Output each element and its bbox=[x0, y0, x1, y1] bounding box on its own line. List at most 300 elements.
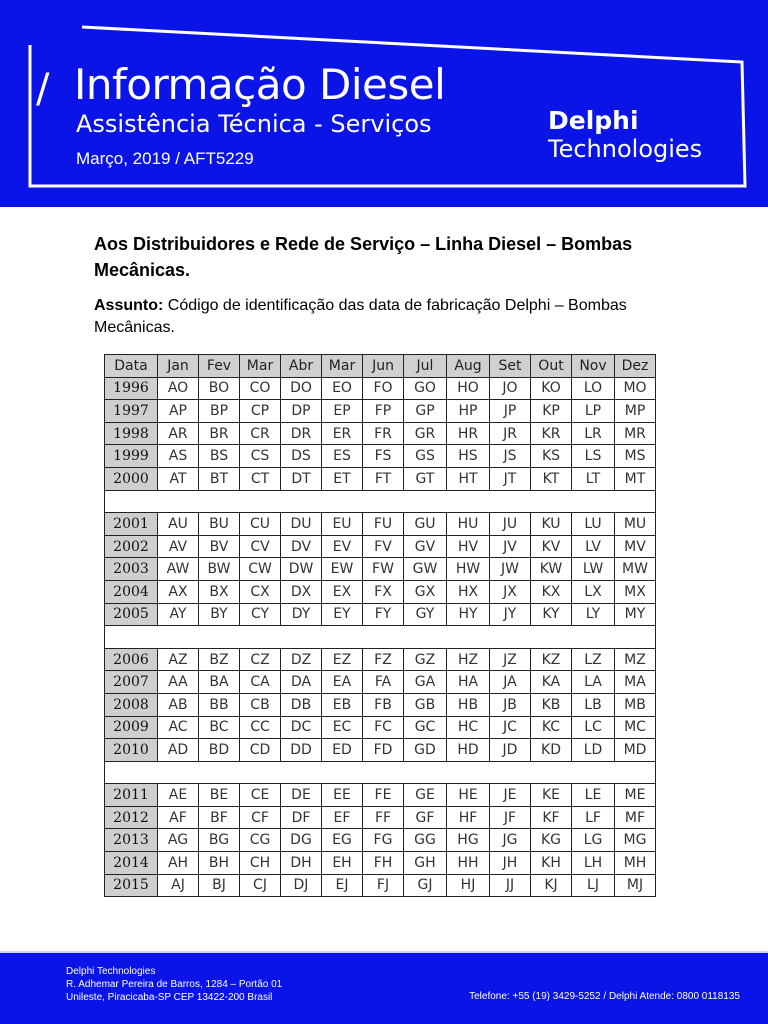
table-spacer-row bbox=[105, 490, 656, 513]
table-row bbox=[105, 671, 656, 694]
code-cell: JB bbox=[490, 693, 531, 716]
code-cell: DP bbox=[281, 400, 322, 423]
table-row bbox=[105, 400, 656, 423]
code-cell: CZ bbox=[240, 648, 281, 671]
code-cell: GA bbox=[404, 671, 447, 694]
code-cell: DT bbox=[281, 467, 322, 490]
code-cell: EV bbox=[322, 535, 363, 558]
code-cell: KA bbox=[531, 671, 572, 694]
code-cell: EW bbox=[322, 558, 363, 581]
code-cell: DX bbox=[281, 580, 322, 603]
column-header: Out bbox=[531, 355, 572, 378]
code-cell: AW bbox=[158, 558, 199, 581]
code-cell: CS bbox=[240, 445, 281, 468]
code-cell: KF bbox=[531, 806, 572, 829]
table-row bbox=[105, 852, 656, 875]
code-cell: JG bbox=[490, 829, 531, 852]
code-cell: FO bbox=[363, 377, 404, 400]
code-cell: LF bbox=[572, 806, 615, 829]
code-cell: KB bbox=[531, 693, 572, 716]
code-cell: AG bbox=[158, 829, 199, 852]
table-row bbox=[105, 739, 656, 762]
code-cell: CT bbox=[240, 467, 281, 490]
code-cell: HB bbox=[447, 693, 490, 716]
code-cell: EX bbox=[322, 580, 363, 603]
code-cell: CD bbox=[240, 739, 281, 762]
footer-address-line1: R. Adhemar Pereira de Barros, 1284 – Portão 01 bbox=[66, 979, 283, 990]
code-cell: DD bbox=[281, 739, 322, 762]
code-cell: EH bbox=[322, 852, 363, 875]
code-cell: KH bbox=[531, 852, 572, 875]
footer-address bbox=[66, 965, 282, 1004]
code-cell: LD bbox=[572, 739, 615, 762]
code-cell: FA bbox=[363, 671, 404, 694]
code-cell: FY bbox=[363, 603, 404, 626]
code-cell: JX bbox=[490, 580, 531, 603]
code-cell: AF bbox=[158, 806, 199, 829]
code-cell: HJ bbox=[447, 874, 490, 897]
code-cell: BH bbox=[199, 852, 240, 875]
code-cell: KP bbox=[531, 400, 572, 423]
code-cell: DZ bbox=[281, 648, 322, 671]
code-cell: HZ bbox=[447, 648, 490, 671]
table-row bbox=[105, 445, 656, 468]
code-cell: GJ bbox=[404, 874, 447, 897]
code-cell: FF bbox=[363, 806, 404, 829]
footer-company: Delphi Technologies bbox=[66, 966, 156, 977]
code-cell: BT bbox=[199, 467, 240, 490]
code-cell: EO bbox=[322, 377, 363, 400]
code-cell: HG bbox=[447, 829, 490, 852]
code-cell: JR bbox=[490, 422, 531, 445]
footer-address-line2: Unileste, Piracicaba-SP CEP 13422-200 Brasil bbox=[66, 992, 273, 1003]
code-cell: CU bbox=[240, 513, 281, 536]
code-cell: DS bbox=[281, 445, 322, 468]
code-cell: JZ bbox=[490, 648, 531, 671]
code-cell: ER bbox=[322, 422, 363, 445]
code-cell: AD bbox=[158, 739, 199, 762]
code-cell: EP bbox=[322, 400, 363, 423]
code-cell: FT bbox=[363, 467, 404, 490]
code-cell: GP bbox=[404, 400, 447, 423]
footer-contact: Telefone: +55 (19) 3429-5252 / Delphi Atende: 0800 0118135 bbox=[469, 991, 740, 1002]
year-cell: 2009 bbox=[105, 716, 158, 739]
code-cell: DE bbox=[281, 784, 322, 807]
year-cell: 2014 bbox=[105, 852, 158, 875]
code-cell: GU bbox=[404, 513, 447, 536]
table-spacer-row bbox=[105, 761, 656, 784]
code-cell: GG bbox=[404, 829, 447, 852]
code-cell: EZ bbox=[322, 648, 363, 671]
code-cell: DC bbox=[281, 716, 322, 739]
code-cell: MJ bbox=[615, 874, 656, 897]
table-body bbox=[105, 377, 656, 897]
code-cell: EU bbox=[322, 513, 363, 536]
code-cell: FB bbox=[363, 693, 404, 716]
code-cell: EA bbox=[322, 671, 363, 694]
code-cell: FD bbox=[363, 739, 404, 762]
code-cell: FV bbox=[363, 535, 404, 558]
code-cell: AP bbox=[158, 400, 199, 423]
code-cell: CF bbox=[240, 806, 281, 829]
code-cell: EG bbox=[322, 829, 363, 852]
document-title: Informação Diesel bbox=[74, 60, 446, 109]
code-cell: ED bbox=[322, 739, 363, 762]
code-cell: KD bbox=[531, 739, 572, 762]
year-cell: 2007 bbox=[105, 671, 158, 694]
code-cell: AO bbox=[158, 377, 199, 400]
recipient-heading: Aos Distribuidores e Rede de Serviço – Linha Diesel – Bombas Mecânicas. bbox=[94, 234, 633, 280]
code-cell: MD bbox=[615, 739, 656, 762]
year-cell: 1999 bbox=[105, 445, 158, 468]
code-cell: ET bbox=[322, 467, 363, 490]
code-cell: MR bbox=[615, 422, 656, 445]
code-cell: BY bbox=[199, 603, 240, 626]
code-cell: CA bbox=[240, 671, 281, 694]
year-cell: 2015 bbox=[105, 874, 158, 897]
code-cell: JO bbox=[490, 377, 531, 400]
column-header: Data bbox=[105, 355, 158, 378]
column-header: Jun bbox=[363, 355, 404, 378]
code-cell: GW bbox=[404, 558, 447, 581]
code-cell: HE bbox=[447, 784, 490, 807]
table-row bbox=[105, 874, 656, 897]
year-cell: 2011 bbox=[105, 784, 158, 807]
code-cell: BC bbox=[199, 716, 240, 739]
code-cell: ME bbox=[615, 784, 656, 807]
code-cell: GR bbox=[404, 422, 447, 445]
code-cell: AR bbox=[158, 422, 199, 445]
code-cell: DU bbox=[281, 513, 322, 536]
table-row bbox=[105, 784, 656, 807]
code-cell: JU bbox=[490, 513, 531, 536]
table-row bbox=[105, 603, 656, 626]
code-cell: AZ bbox=[158, 648, 199, 671]
code-cell: AS bbox=[158, 445, 199, 468]
subject-text: Código de identificação das data de fabricação Delphi – Bombas Mecânicas. bbox=[94, 297, 627, 336]
code-cell: EB bbox=[322, 693, 363, 716]
code-cell: LH bbox=[572, 852, 615, 875]
code-cell: BJ bbox=[199, 874, 240, 897]
code-cell: CE bbox=[240, 784, 281, 807]
table-spacer-row bbox=[105, 626, 656, 649]
date-code-table-wrapper bbox=[104, 354, 656, 897]
year-cell: 2008 bbox=[105, 693, 158, 716]
year-cell: 1997 bbox=[105, 400, 158, 423]
code-cell: KC bbox=[531, 716, 572, 739]
code-cell: DV bbox=[281, 535, 322, 558]
code-cell: CY bbox=[240, 603, 281, 626]
column-header: Mar bbox=[240, 355, 281, 378]
code-cell: MB bbox=[615, 693, 656, 716]
code-cell: KZ bbox=[531, 648, 572, 671]
code-cell: KW bbox=[531, 558, 572, 581]
code-cell: GE bbox=[404, 784, 447, 807]
code-cell: AT bbox=[158, 467, 199, 490]
code-cell: HS bbox=[447, 445, 490, 468]
code-cell: EE bbox=[322, 784, 363, 807]
code-cell: LE bbox=[572, 784, 615, 807]
code-cell: KX bbox=[531, 580, 572, 603]
year-cell: 1998 bbox=[105, 422, 158, 445]
year-cell: 2001 bbox=[105, 513, 158, 536]
code-cell: CX bbox=[240, 580, 281, 603]
code-cell: LP bbox=[572, 400, 615, 423]
code-cell: FC bbox=[363, 716, 404, 739]
code-cell: CB bbox=[240, 693, 281, 716]
document-subtitle: Assistência Técnica - Serviços bbox=[76, 110, 432, 138]
code-cell: HR bbox=[447, 422, 490, 445]
code-cell: DJ bbox=[281, 874, 322, 897]
code-cell: EF bbox=[322, 806, 363, 829]
code-cell: HV bbox=[447, 535, 490, 558]
code-cell: HO bbox=[447, 377, 490, 400]
code-cell: CG bbox=[240, 829, 281, 852]
subject-paragraph bbox=[94, 295, 694, 339]
code-cell: BR bbox=[199, 422, 240, 445]
code-cell: CP bbox=[240, 400, 281, 423]
code-cell: KO bbox=[531, 377, 572, 400]
code-cell: JS bbox=[490, 445, 531, 468]
code-cell: AA bbox=[158, 671, 199, 694]
column-header: Abr bbox=[281, 355, 322, 378]
code-cell: LZ bbox=[572, 648, 615, 671]
code-cell: JV bbox=[490, 535, 531, 558]
code-cell: JH bbox=[490, 852, 531, 875]
code-cell: BU bbox=[199, 513, 240, 536]
code-cell: CC bbox=[240, 716, 281, 739]
code-cell: KR bbox=[531, 422, 572, 445]
code-cell: BX bbox=[199, 580, 240, 603]
code-cell: MO bbox=[615, 377, 656, 400]
code-cell: EJ bbox=[322, 874, 363, 897]
table-row bbox=[105, 422, 656, 445]
spacer-cell bbox=[105, 761, 656, 784]
code-cell: LW bbox=[572, 558, 615, 581]
year-cell: 2004 bbox=[105, 580, 158, 603]
code-cell: JE bbox=[490, 784, 531, 807]
code-cell: FH bbox=[363, 852, 404, 875]
code-cell: JW bbox=[490, 558, 531, 581]
code-cell: MP bbox=[615, 400, 656, 423]
code-cell: EY bbox=[322, 603, 363, 626]
code-cell: GV bbox=[404, 535, 447, 558]
column-header: Jan bbox=[158, 355, 199, 378]
code-cell: AX bbox=[158, 580, 199, 603]
code-cell: HA bbox=[447, 671, 490, 694]
brand-logo-line1: Delphi bbox=[548, 106, 639, 135]
code-cell: FU bbox=[363, 513, 404, 536]
table-row bbox=[105, 648, 656, 671]
code-cell: LR bbox=[572, 422, 615, 445]
code-cell: AB bbox=[158, 693, 199, 716]
table-row bbox=[105, 558, 656, 581]
code-cell: FR bbox=[363, 422, 404, 445]
code-cell: LV bbox=[572, 535, 615, 558]
code-cell: GF bbox=[404, 806, 447, 829]
code-cell: JP bbox=[490, 400, 531, 423]
column-header: Jul bbox=[404, 355, 447, 378]
code-cell: BE bbox=[199, 784, 240, 807]
document-header bbox=[0, 0, 768, 207]
table-row bbox=[105, 535, 656, 558]
code-cell: LJ bbox=[572, 874, 615, 897]
code-cell: MW bbox=[615, 558, 656, 581]
code-cell: DA bbox=[281, 671, 322, 694]
code-cell: GB bbox=[404, 693, 447, 716]
code-cell: BO bbox=[199, 377, 240, 400]
code-cell: HU bbox=[447, 513, 490, 536]
spacer-cell bbox=[105, 490, 656, 513]
column-header: Set bbox=[490, 355, 531, 378]
column-header: Aug bbox=[447, 355, 490, 378]
code-cell: JC bbox=[490, 716, 531, 739]
code-cell: HP bbox=[447, 400, 490, 423]
code-cell: CJ bbox=[240, 874, 281, 897]
code-cell: MU bbox=[615, 513, 656, 536]
year-cell: 2005 bbox=[105, 603, 158, 626]
code-cell: HT bbox=[447, 467, 490, 490]
brand-logo-line2: Technologies bbox=[548, 135, 703, 163]
title-slash-glyph: / bbox=[36, 66, 50, 112]
code-cell: LO bbox=[572, 377, 615, 400]
table-row bbox=[105, 467, 656, 490]
year-cell: 2003 bbox=[105, 558, 158, 581]
year-cell: 2002 bbox=[105, 535, 158, 558]
code-cell: BV bbox=[199, 535, 240, 558]
subject-label: Assunto: bbox=[94, 297, 164, 314]
code-cell: BP bbox=[199, 400, 240, 423]
column-header: Fev bbox=[199, 355, 240, 378]
year-cell: 2013 bbox=[105, 829, 158, 852]
code-cell: GZ bbox=[404, 648, 447, 671]
code-cell: KG bbox=[531, 829, 572, 852]
code-cell: AE bbox=[158, 784, 199, 807]
code-cell: HX bbox=[447, 580, 490, 603]
code-cell: KY bbox=[531, 603, 572, 626]
code-cell: MA bbox=[615, 671, 656, 694]
code-cell: JJ bbox=[490, 874, 531, 897]
code-cell: MG bbox=[615, 829, 656, 852]
code-cell: KV bbox=[531, 535, 572, 558]
code-cell: DY bbox=[281, 603, 322, 626]
code-cell: FZ bbox=[363, 648, 404, 671]
code-cell: MT bbox=[615, 467, 656, 490]
code-cell: MC bbox=[615, 716, 656, 739]
code-cell: GD bbox=[404, 739, 447, 762]
code-cell: MZ bbox=[615, 648, 656, 671]
code-cell: AV bbox=[158, 535, 199, 558]
code-cell: AY bbox=[158, 603, 199, 626]
code-cell: DO bbox=[281, 377, 322, 400]
code-cell: ES bbox=[322, 445, 363, 468]
code-cell: DB bbox=[281, 693, 322, 716]
code-cell: GO bbox=[404, 377, 447, 400]
code-cell: CO bbox=[240, 377, 281, 400]
code-cell: KS bbox=[531, 445, 572, 468]
code-cell: FP bbox=[363, 400, 404, 423]
code-cell: FG bbox=[363, 829, 404, 852]
code-cell: BA bbox=[199, 671, 240, 694]
code-cell: LT bbox=[572, 467, 615, 490]
code-cell: GT bbox=[404, 467, 447, 490]
code-cell: MX bbox=[615, 580, 656, 603]
code-cell: LB bbox=[572, 693, 615, 716]
code-cell: JT bbox=[490, 467, 531, 490]
code-cell: FE bbox=[363, 784, 404, 807]
code-cell: MY bbox=[615, 603, 656, 626]
code-cell: GY bbox=[404, 603, 447, 626]
code-cell: GX bbox=[404, 580, 447, 603]
code-cell: BS bbox=[199, 445, 240, 468]
document-footer bbox=[0, 951, 768, 1024]
code-cell: KT bbox=[531, 467, 572, 490]
code-cell: DW bbox=[281, 558, 322, 581]
code-cell: FS bbox=[363, 445, 404, 468]
code-cell: JY bbox=[490, 603, 531, 626]
code-cell: FX bbox=[363, 580, 404, 603]
code-cell: MS bbox=[615, 445, 656, 468]
code-cell: KJ bbox=[531, 874, 572, 897]
code-cell: BG bbox=[199, 829, 240, 852]
code-cell: AJ bbox=[158, 874, 199, 897]
code-cell: MH bbox=[615, 852, 656, 875]
code-cell: EC bbox=[322, 716, 363, 739]
code-cell: LX bbox=[572, 580, 615, 603]
code-cell: CR bbox=[240, 422, 281, 445]
code-cell: LY bbox=[572, 603, 615, 626]
code-cell: LC bbox=[572, 716, 615, 739]
table-row bbox=[105, 806, 656, 829]
code-cell: HC bbox=[447, 716, 490, 739]
year-cell: 2000 bbox=[105, 467, 158, 490]
code-cell: LA bbox=[572, 671, 615, 694]
spacer-cell bbox=[105, 626, 656, 649]
code-cell: DR bbox=[281, 422, 322, 445]
date-code-table bbox=[104, 354, 656, 897]
code-cell: GC bbox=[404, 716, 447, 739]
code-cell: KU bbox=[531, 513, 572, 536]
code-cell: DH bbox=[281, 852, 322, 875]
code-cell: JD bbox=[490, 739, 531, 762]
code-cell: HY bbox=[447, 603, 490, 626]
footer-rule bbox=[0, 951, 768, 953]
code-cell: MV bbox=[615, 535, 656, 558]
code-cell: JA bbox=[490, 671, 531, 694]
code-cell: BZ bbox=[199, 648, 240, 671]
code-cell: HH bbox=[447, 852, 490, 875]
year-cell: 2012 bbox=[105, 806, 158, 829]
table-row bbox=[105, 377, 656, 400]
code-cell: MF bbox=[615, 806, 656, 829]
code-cell: BF bbox=[199, 806, 240, 829]
table-row bbox=[105, 716, 656, 739]
code-cell: LU bbox=[572, 513, 615, 536]
code-cell: GH bbox=[404, 852, 447, 875]
code-cell: BB bbox=[199, 693, 240, 716]
document-date-ref: Março, 2019 / AFT5229 bbox=[76, 149, 254, 168]
column-header: Nov bbox=[572, 355, 615, 378]
code-cell: HF bbox=[447, 806, 490, 829]
table-header-row bbox=[105, 355, 656, 378]
code-cell: FJ bbox=[363, 874, 404, 897]
code-cell: KE bbox=[531, 784, 572, 807]
year-cell: 2010 bbox=[105, 739, 158, 762]
code-cell: AU bbox=[158, 513, 199, 536]
year-cell: 2006 bbox=[105, 648, 158, 671]
code-cell: GS bbox=[404, 445, 447, 468]
code-cell: LG bbox=[572, 829, 615, 852]
